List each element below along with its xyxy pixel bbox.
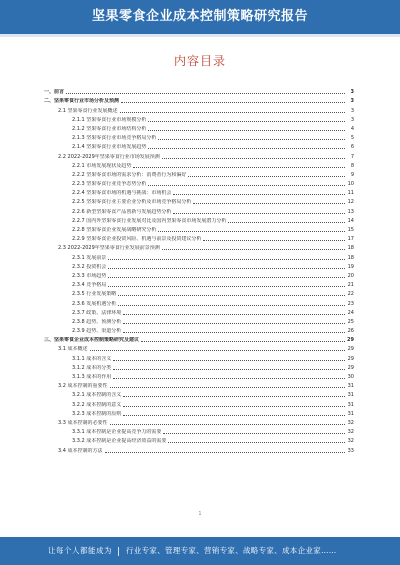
toc-entry-label: 3.2.2 成本控制的意义 (72, 401, 122, 408)
toc-heading: 内容目录 (173, 54, 226, 68)
toc-entry[interactable] (44, 251, 354, 260)
toc-entry[interactable] (44, 261, 354, 270)
toc-entry-label: 2.3.4 竞争格局 (72, 282, 107, 289)
toc-entry[interactable] (44, 435, 354, 444)
toc-entry[interactable] (44, 297, 354, 306)
toc-entry-page: 4 (350, 125, 354, 132)
toc-entry-label: 2.2.5 坚果零食行业主要企业分析及市场竞争格局分析 (72, 199, 192, 206)
toc-entry-page: 3 (350, 98, 354, 105)
toc-leader-dots (123, 412, 345, 416)
toc-entry-label: 2.2.6 新型坚果零食产品创新与发展趋势分析 (72, 208, 172, 215)
toc-leader-dots (228, 219, 345, 223)
toc-leader-dots (158, 136, 345, 140)
toc-entry[interactable] (44, 316, 354, 325)
toc-entry-label: 3.2 成本控制的重要性 (58, 383, 108, 390)
toc-entry-page: 8 (350, 162, 354, 169)
toc-entry-page: 31 (347, 410, 354, 417)
toc-entry-label: 3.1 成本概述 (58, 346, 88, 353)
toc-entry-label: 2.2.3 坚果零食行业竞争态势分析 (72, 181, 147, 188)
toc-entry-page: 31 (347, 383, 354, 390)
report-header-band (0, 0, 400, 34)
toc-leader-dots (173, 210, 345, 214)
toc-entry-label: 2.2.7 国内外坚果零食行业发展对比及国内坚果零食市场发展潜力分析 (72, 217, 227, 224)
toc-entry[interactable] (44, 270, 354, 279)
toc-leader-dots (118, 302, 345, 306)
toc-entry[interactable] (44, 178, 354, 187)
toc-entry[interactable] (44, 123, 354, 132)
toc-entry-page: 29 (347, 355, 354, 362)
toc-leader-dots (162, 246, 345, 250)
toc-entry-label: 3.1.3 成本的作用 (72, 374, 112, 380)
toc-entry[interactable] (44, 205, 354, 214)
toc-entry-page: 24 (347, 309, 354, 316)
toc-entry-page: 29 (347, 364, 354, 371)
page-number: 1 (198, 511, 202, 517)
toc-leader-dots (113, 357, 345, 361)
toc-entry-label: 2.1 坚果零食行业发展概述 (58, 107, 118, 114)
toc-leader-dots (110, 384, 345, 388)
header-underline (0, 34, 400, 37)
toc-entry-label: 2.3.5 行业发展策略 (72, 291, 117, 298)
toc-leader-dots (163, 430, 345, 434)
toc-entry-label: 2.3.6 发展机遇分析 (72, 300, 117, 307)
toc-leader-dots (120, 109, 345, 113)
toc-entry-page: 25 (347, 318, 354, 325)
toc-leader-dots (108, 274, 345, 278)
toc-leader-dots (133, 164, 345, 168)
toc-entry[interactable] (44, 343, 354, 352)
toc-entry-page: 18 (347, 245, 354, 252)
toc-entry-label: 2.3.1 发展前景 (72, 254, 107, 261)
toc-leader-dots (148, 127, 345, 131)
toc-entry-label: 3.4 成本控制的方法 (58, 447, 103, 454)
toc-entry-page: 7 (350, 153, 354, 160)
toc-entry[interactable] (44, 288, 354, 297)
report-title: 坚果零食企业成本控制策略研究报告 (91, 9, 308, 24)
toc-leader-dots (90, 347, 345, 351)
toc-leader-dots (123, 320, 345, 324)
toc-entry-label: 2.3.3 市场趋势 (72, 272, 107, 279)
toc-leader-dots (148, 145, 345, 149)
toc-entry-label: 3.1.1 成本的含义 (72, 355, 112, 362)
toc-entry[interactable] (44, 150, 354, 159)
toc-entry-page: 5 (350, 135, 354, 142)
toc-entry-label: 三、坚果零食企业成本控制策略研究及建议 (44, 337, 140, 344)
toc-entry[interactable] (44, 160, 354, 169)
toc-entry-label: 2.3.2 投资机会 (72, 263, 107, 270)
toc-leader-dots (108, 256, 345, 260)
toc-entry[interactable] (44, 233, 354, 242)
toc-entry[interactable] (44, 417, 354, 426)
toc-entry-page: 11 (347, 190, 354, 197)
toc-entry[interactable] (44, 325, 354, 334)
toc-entry-page: 10 (347, 181, 354, 188)
toc-entry-page: 31 (347, 392, 354, 399)
toc-entry-page: 3 (350, 107, 354, 114)
toc-leader-dots (188, 173, 345, 177)
toc-entry[interactable] (44, 398, 354, 407)
toc-entry-page: 19 (347, 263, 354, 270)
toc-entry[interactable] (44, 196, 354, 205)
toc-entry-page: 13 (347, 208, 354, 215)
toc-leader-dots (123, 393, 345, 397)
toc-entry[interactable] (44, 215, 354, 224)
toc-entry[interactable] (44, 408, 354, 417)
toc-entry-page: 30 (347, 374, 354, 380)
footer-slogan: 让每个人都能成为 (48, 546, 112, 555)
toc-entry-page: 20 (347, 272, 354, 279)
toc-entry[interactable] (44, 114, 354, 123)
toc-entry-page: 21 (347, 282, 354, 289)
toc-entry[interactable] (44, 380, 354, 389)
toc-entry-label: 2.3.7 政策、法律环境 (72, 309, 122, 316)
toc-entry[interactable] (44, 104, 354, 113)
toc-entry[interactable] (44, 352, 354, 361)
toc-entry-page: 32 (347, 419, 354, 426)
toc-leader-dots (118, 292, 345, 296)
toc-entry[interactable] (44, 86, 354, 95)
toc-leader-dots (168, 439, 345, 443)
toc-entry-label: 2.2.2 坚果零食市场的需求分析：消费者行为和偏好 (72, 171, 187, 178)
toc-leader-dots (203, 237, 345, 241)
toc-entry-label: 2.2.9 坚果零食企业投资风险、机遇与前景及投资建议分析 (72, 236, 202, 243)
toc-leader-dots (66, 90, 345, 94)
toc-entry-page: 12 (347, 199, 354, 206)
toc-entry[interactable] (44, 132, 354, 141)
toc-entry-label: 3.3.2 成本控制是企业提高经济效益的需要 (72, 438, 167, 445)
toc-leader-dots (121, 99, 345, 103)
footer-roles: 行业专家、管理专家、营销专家、战略专家、成本企业家…… (126, 546, 337, 555)
toc-entry-page: 33 (347, 447, 354, 454)
toc-entry-label: 3.2.3 成本控制的原则 (72, 410, 122, 417)
toc-leader-dots (173, 191, 345, 195)
toc-entry-label: 2.1.3 坚果零食行业市场竞争格局分析 (72, 135, 157, 142)
toc-entry-page: 32 (347, 429, 354, 436)
toc-entry-page: 9 (350, 171, 354, 178)
toc-entry-page: 22 (347, 291, 354, 298)
toc-entry[interactable] (44, 307, 354, 316)
toc-entry-page: 32 (347, 438, 354, 445)
toc-entry[interactable] (44, 95, 354, 104)
toc-entry-page: 17 (347, 236, 354, 243)
toc-leader-dots (148, 182, 345, 186)
toc-leader-dots (113, 375, 345, 379)
toc-leader-dots (108, 283, 345, 287)
toc-entry-label: 3.3.1 成本控制是企业提高竞争力的需要 (72, 429, 162, 436)
toc-entry-page: 14 (347, 217, 354, 224)
table-of-contents (44, 86, 354, 454)
toc-entry[interactable] (44, 279, 354, 288)
toc-entry-label: 3.1.2 成本的分类 (72, 364, 112, 371)
toc-entry[interactable] (44, 141, 354, 150)
toc-entry-label: 3.3 成本控制的必要性 (58, 419, 108, 426)
toc-entry-page: 6 (350, 144, 354, 151)
toc-entry-label: 2.2.4 坚果零食市场的机遇与挑战：市场机会 (72, 190, 172, 197)
toc-entry-page: 3 (350, 116, 354, 123)
toc-entry-label: 2.3.8 趋势、预测分析 (72, 318, 122, 325)
toc-entry-label: 3.2.1 成本控制的含义 (72, 392, 122, 399)
toc-entry-label: 2.1.4 坚果零食行业市场发展趋势 (72, 144, 147, 151)
toc-leader-dots (193, 200, 345, 204)
toc-entry[interactable] (44, 426, 354, 435)
toc-entry-page: 18 (347, 254, 354, 261)
toc-entry[interactable] (44, 389, 354, 398)
toc-leader-dots (108, 265, 345, 269)
toc-leader-dots (110, 421, 345, 425)
toc-entry[interactable] (44, 334, 354, 343)
toc-entry[interactable] (44, 242, 354, 251)
toc-entry-page: 29 (347, 346, 354, 353)
toc-entry-page: 3 (350, 89, 354, 96)
toc-entry-label: 2.2.8 坚果零食企业发展战略研究分析 (72, 227, 157, 233)
toc-leader-dots (148, 118, 345, 122)
toc-entry[interactable] (44, 169, 354, 178)
toc-entry-page: 29 (347, 337, 354, 344)
toc-entry[interactable] (44, 187, 354, 196)
toc-entry-page: 23 (347, 300, 354, 307)
toc-entry-page: 26 (347, 328, 354, 335)
toc-entry-label: 2.2 2022-2029年坚果零食行业市场发展预测 (58, 153, 160, 160)
toc-entry[interactable] (44, 444, 354, 453)
toc-leader-dots (123, 329, 345, 333)
toc-leader-dots (158, 228, 345, 232)
toc-leader-dots (141, 338, 345, 342)
report-footer-band (0, 537, 400, 565)
toc-entry-label: 二、坚果零食行业市场分析及预测 (44, 98, 120, 105)
toc-entry-page: 15 (347, 227, 354, 233)
toc-leader-dots (162, 155, 345, 159)
toc-leader-dots (105, 449, 345, 453)
toc-entry-label: 2.3 2022-2029年坚果零食行业发展前景预测 (58, 245, 160, 252)
toc-entry[interactable] (44, 362, 354, 371)
toc-entry[interactable] (44, 224, 354, 233)
toc-leader-dots (113, 366, 345, 370)
toc-leader-dots (123, 311, 345, 315)
footer-divider (118, 547, 119, 556)
toc-leader-dots (123, 403, 345, 407)
toc-entry-label: 2.1.2 坚果零食行业市场结构分析 (72, 125, 147, 132)
toc-entry[interactable] (44, 371, 354, 380)
toc-entry-page: 31 (347, 401, 354, 408)
toc-entry-label: 一、前言 (44, 89, 65, 96)
toc-entry-label: 2.2.1 市场发展现状及趋势 (72, 162, 132, 169)
toc-entry-label: 2.1.1 坚果零食行业市场规模分析 (72, 116, 147, 123)
toc-entry-label: 2.3.9 趋势、渠道分析 (72, 328, 122, 335)
